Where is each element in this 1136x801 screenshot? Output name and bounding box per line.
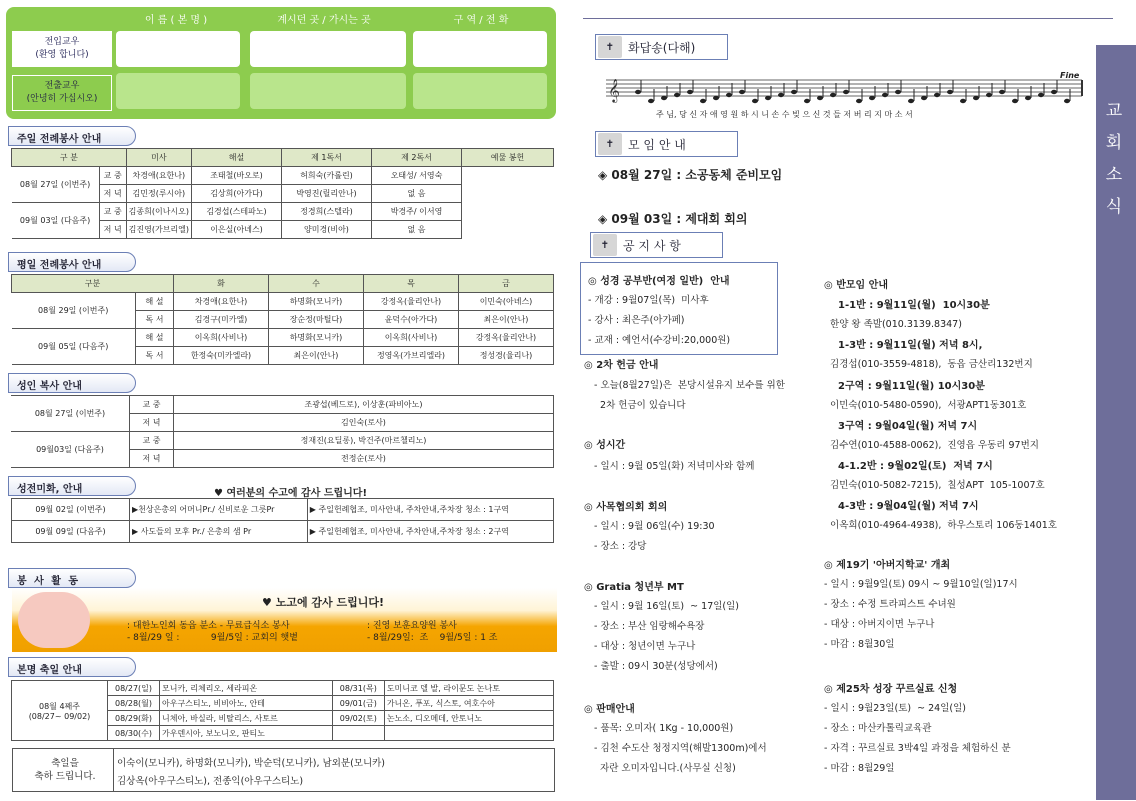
header-cell: 목	[364, 275, 459, 293]
music-note	[661, 96, 667, 100]
date-cell: 09월 03일 (다음주)	[12, 203, 100, 239]
music-note	[713, 96, 719, 100]
table-cell: 윤덕수(아가다)	[364, 311, 459, 329]
table-cell: 이옥희(사비나)	[364, 329, 459, 347]
table-cell: 해 설	[135, 293, 173, 311]
music-note	[739, 90, 745, 94]
greeting-cell	[250, 73, 406, 109]
table-cell: 없 음	[372, 185, 462, 203]
header-cell: 구 분	[12, 149, 127, 167]
music-staff	[598, 70, 1088, 106]
header-row	[12, 149, 554, 167]
music-note	[895, 90, 901, 94]
cross-icon: ✝	[593, 234, 617, 256]
table-cell: 08/30(수)	[108, 726, 160, 741]
greeting-cell	[116, 73, 240, 109]
table-cell: 이은실(아녜스)	[192, 221, 282, 239]
notice-line: ◎ 판매안내	[584, 704, 635, 715]
notice-header: ✝ 공 지 사 항	[590, 232, 723, 258]
notice-line: - 강사 : 최은주(아가페)	[588, 315, 685, 326]
table-cell	[384, 726, 553, 741]
music-note	[973, 96, 979, 100]
music-note	[882, 93, 888, 97]
music-note	[752, 99, 758, 103]
table-cell: 정성경(율리나)	[459, 347, 554, 365]
table-cell: 모니카, 리체리오, 세라피온	[160, 681, 333, 696]
congrats-line2: 김상옥(아우구스티노), 전종익(아우구스티노)	[117, 776, 304, 787]
svg-text:𝄞: 𝄞	[608, 78, 620, 102]
table-cell: 최은이(안나)	[459, 311, 554, 329]
cross-icon: ✝	[598, 36, 622, 58]
music-note	[1025, 96, 1031, 100]
table-cell: 김진영(가브리엘)	[126, 221, 191, 239]
notice-line: 1-1반 : 9월11일(월) 10시30분	[838, 300, 990, 311]
table-cell: 가니온, 푸포, 식스토, 여호수아	[384, 696, 553, 711]
table-cell: 이민숙(아녜스)	[459, 293, 554, 311]
music-note	[778, 93, 784, 97]
clean-thanks: ♥ 여러분의 수고에 감사 드립니다!	[214, 488, 368, 499]
table-cell: 09월 02일 (이번주)	[12, 499, 130, 521]
table-row	[12, 521, 554, 543]
feast-table	[11, 680, 554, 741]
music-note	[700, 99, 706, 103]
adult-table	[11, 395, 554, 468]
notice-line: 이민숙(010-5480-0590), 서광APT1동301호	[824, 400, 1027, 411]
table-cell: 저 녁	[130, 450, 174, 468]
table-cell: 저 녁	[99, 221, 126, 239]
notice-line: ◎ 제25차 성장 꾸르실료 신청	[824, 684, 958, 695]
table-cell: 최은이(안나)	[269, 347, 364, 365]
clean-table	[11, 498, 554, 543]
date-cell: 09월 05일 (다음주)	[12, 329, 136, 365]
table-cell: 논노소, 디오메데, 안토니노	[384, 711, 553, 726]
music-note	[921, 96, 927, 100]
date-cell: 08월 27일 (이번주)	[12, 167, 100, 203]
table-cell: 하명화(모니카)	[269, 329, 364, 347]
table-row	[11, 432, 554, 450]
notice-line: 2구역 : 9월11일(월) 10시30분	[838, 381, 985, 392]
table-cell: 조태철(바오로)	[192, 167, 282, 185]
greeting-cell	[413, 31, 547, 67]
table-cell: 교 중	[99, 203, 126, 221]
table-cell: 김민정(루시아)	[126, 185, 191, 203]
table-cell: 독 서	[135, 311, 173, 329]
header-row	[12, 275, 554, 293]
table-cell: 차경애(요한나)	[126, 167, 191, 185]
table-cell: 김경섭(스테파노)	[192, 203, 282, 221]
header-cell: 화	[174, 275, 269, 293]
greeting-col-area: 구 역 / 전 화	[453, 15, 509, 26]
notice-line: - 장소 : 강당	[594, 541, 647, 552]
notice-line: - 일시 : 9월 05일(화) 저녁미사와 함께	[594, 461, 755, 472]
table-cell: ▶ 사도들의 모후 Pr./ 은총의 샘 Pr	[130, 521, 308, 543]
notice-line: ◎ 성시간	[584, 440, 626, 451]
music-note	[817, 96, 823, 100]
table-cell: 전정순(로사)	[174, 450, 554, 468]
music-note	[648, 99, 654, 103]
table-cell: 정재진(요딜롱), 박건주(마르첼리노)	[174, 432, 554, 450]
music-note	[635, 90, 641, 94]
table-cell: 허희숙(카롤린)	[282, 167, 372, 185]
header-cell: 해설	[192, 149, 282, 167]
greeting-row1-label: 전입교우 (환영 합니다)	[12, 31, 112, 67]
notice-line: - 출발 : 09시 30분(성당에서)	[594, 661, 718, 672]
table-cell	[332, 726, 384, 741]
table-cell: 저 녁	[130, 414, 174, 432]
notice-line: ◎ 사목협의회 회의	[584, 502, 668, 513]
notice-line: ◎ 2차 헌금 안내	[584, 360, 659, 371]
table-cell: 이옥희(사비나)	[174, 329, 269, 347]
music-note	[1038, 93, 1044, 97]
table-cell: 저 녁	[99, 185, 126, 203]
table-cell: 교 중	[130, 432, 174, 450]
music-note	[687, 90, 693, 94]
table-cell: 없 음	[372, 221, 462, 239]
music-note	[986, 93, 992, 97]
music-note	[908, 99, 914, 103]
music-note	[1051, 90, 1057, 94]
greeting-col-place: 계시던 곳 / 가시는 곳	[277, 15, 371, 26]
notice-line: 1-3반 : 9월11일(월) 저녁 8시,	[838, 340, 983, 351]
table-cell: 김인숙(로사)	[174, 414, 554, 432]
greeting-box	[6, 7, 556, 119]
notice-line: - 대상 : 아버지이면 누구나	[824, 619, 935, 630]
feast-title: 본명 축일 안내	[8, 657, 136, 677]
notice-line: - 교재 : 예언서(수강비:20,000원)	[588, 335, 731, 346]
notice-line: 김수연(010-4588-0062), 진영읍 우동리 97번지	[824, 440, 1039, 451]
notice-line: 김경섭(010-3559-4818), 동읍 금산리132번지	[824, 359, 1033, 370]
notice-line: ◎ 성경 공부반(여정 일반) 안내	[588, 276, 730, 287]
hymn-lyrics: 주 님, 당 신 자 애 영 원 하 시 니 손 수 빚 으 신 것 들 저 버 리 지 마 소 서	[656, 110, 913, 119]
music-note	[947, 90, 953, 94]
notice-line: - 일시 : 9월23일(토) ~ 24일(일)	[824, 703, 966, 714]
music-note	[765, 96, 771, 100]
congrats-line1: 이숙이(모니카), 하명화(모니카), 박순덕(모니카), 남외분(모니카)	[117, 758, 386, 769]
table-cell: 박영진(릴리안나)	[282, 185, 372, 203]
notice-line: 김민숙(010-5082-7215), 칠성APT 105-1007호	[824, 480, 1045, 491]
fine-label: Fine	[1060, 71, 1080, 80]
notice-line: - 장소 : 마산카톨릭교육관	[824, 723, 932, 734]
notice-line: - 오늘(8월27일)은 본당시설유지 보수를 위한	[594, 380, 785, 391]
table-cell: 교 중	[99, 167, 126, 185]
sunday-table	[11, 148, 554, 239]
congrats-box	[12, 748, 555, 792]
table-cell: 도미니코 델 발, 라이문도 논나토	[384, 681, 553, 696]
table-row	[11, 396, 554, 414]
date-cell: 08월 27일 (이번주)	[11, 396, 130, 432]
greeting-cell	[413, 73, 547, 109]
table-cell: 가우덴시아, 보노니오, 판티노	[160, 726, 333, 741]
notice-line: 이옥희(010-4964-4938), 하우스토리 106동1401호	[824, 520, 1057, 531]
table-cell: 08/31(목)	[332, 681, 384, 696]
service-right-line1: : 진영 보훈요양원 봉사	[367, 621, 457, 631]
table-cell: 교 중	[130, 396, 174, 414]
notice-line: 4-1.2반 : 9월02일(토) 저녁 7시	[838, 461, 993, 472]
table-cell: 김경구(미카엘)	[174, 311, 269, 329]
hymn-header: ✝ 화답송(다해)	[595, 34, 728, 60]
clean-title: 성전미화, 안내	[8, 476, 136, 496]
table-cell: 해 설	[135, 329, 173, 347]
table-cell: 김상희(아가다)	[192, 185, 282, 203]
header-cell: 수	[269, 275, 364, 293]
table-cell: 니체아, 바실라, 비탈리스, 사토르	[160, 711, 333, 726]
notice-line: ◎ Gratia 청년부 MT	[584, 582, 684, 593]
table-cell: 하명화(모니카)	[269, 293, 364, 311]
table-cell: 아우구스티노, 비비아노, 안테	[160, 696, 333, 711]
music-note	[674, 93, 680, 97]
notice-line: - 자격 : 꾸르실료 3박4일 과정을 체험하신 분	[824, 743, 1011, 754]
notice-line: - 일시 : 9월9일(토) 09시 ~ 9월10일(일)17시	[824, 579, 1018, 590]
notice-line: 한양 왕 족발(010.3139.8347)	[824, 319, 962, 330]
notice-line: - 일시 : 9월 06일(수) 19:30	[594, 521, 715, 532]
music-note	[1012, 99, 1018, 103]
table-cell: 오태성/ 서영숙	[372, 167, 462, 185]
music-note	[869, 96, 875, 100]
weekday-title: 평일 전례봉사 안내	[8, 252, 136, 272]
greeting-cell	[250, 31, 406, 67]
table-cell: 09/01(금)	[332, 696, 384, 711]
service-banner	[12, 588, 557, 652]
notice-line: - 품목: 오미자( 1Kg - 10,000원)	[594, 723, 734, 734]
table-row	[12, 681, 554, 696]
meeting-header: ✝ 모 임 안 내	[595, 131, 738, 157]
meeting-2: ◈ 09월 03일 : 제대회 회의	[598, 212, 748, 226]
adult-title: 성인 복사 안내	[8, 373, 136, 393]
table-cell: 08/27(일)	[108, 681, 160, 696]
notice-line: - 장소 : 수정 트라피스트 수녀원	[824, 599, 956, 610]
header-cell: 예물 봉헌	[462, 149, 554, 167]
music-note	[1064, 99, 1070, 103]
sunday-title: 주일 전례봉사 안내	[8, 126, 136, 146]
music-note	[726, 93, 732, 97]
table-cell: ▶ 주일헌례협조, 미사안내, 주차안내,주차장 청소 : 2구역	[307, 521, 553, 543]
date-cell: 08월 29일 (이번주)	[12, 293, 136, 329]
music-note	[934, 93, 940, 97]
header-cell: 제 2독서	[372, 149, 462, 167]
meeting-1: ◈ 08월 27일 : 소공동체 준비모임	[598, 168, 783, 182]
greeting-col-name: 이 름 ( 본 명 )	[144, 15, 208, 26]
music-note	[960, 99, 966, 103]
notice-line: 2차 헌금이 있습니다	[594, 400, 686, 411]
music-note	[830, 93, 836, 97]
table-cell: ▶천상은총의 어머니Pr./ 신비로운 그릇Pr	[130, 499, 308, 521]
table-cell: 김종희(이나시오)	[126, 203, 191, 221]
header-cell: 구분	[12, 275, 174, 293]
table-cell: 08/28(월)	[108, 696, 160, 711]
notice-line: - 대상 : 청년이면 누구나	[594, 641, 696, 652]
congrats-label: 축일을 축하 드립니다.	[34, 758, 96, 782]
service-left-line2: - 8월/29 일 : 9월/5일 : 교회의 햇볕	[127, 633, 298, 643]
table-cell: 강정옥(율리안나)	[459, 329, 554, 347]
table-cell: 박경주/ 이서영	[372, 203, 462, 221]
table-cell: 정경희(스텔라)	[282, 203, 372, 221]
music-note	[791, 90, 797, 94]
notice-line: 4-3반 : 9월04일(월) 저녁 7시	[838, 501, 979, 512]
children-illustration	[18, 592, 90, 648]
table-cell: 양미경(비아)	[282, 221, 372, 239]
header-cell: 미사	[126, 149, 191, 167]
table-cell: 정영옥(가브리엘라)	[364, 347, 459, 365]
service-thanks: ♥ 노고에 감사 드립니다!	[262, 596, 384, 609]
date-cell: 09월03일 (다음주)	[11, 432, 130, 468]
notice-line: 자란 오미자입니다.(사무실 신청)	[594, 763, 736, 774]
table-cell: 차경애(요한나)	[174, 293, 269, 311]
table-cell: 09월 09일 (다음주)	[12, 521, 130, 543]
table-cell: 한정숙(미카엘라)	[174, 347, 269, 365]
notice-line: ◎ 제19기 '아버지학교' 개최	[824, 560, 951, 571]
table-row	[12, 293, 554, 311]
notice-line: - 마감 : 8월30일	[824, 639, 895, 650]
greeting-row2-label: 전출교우 (안녕히 가십시오)	[12, 75, 112, 111]
music-note	[804, 99, 810, 103]
right-page	[570, 0, 1136, 801]
service-left-line1: : 대한노인회 동읍 분소 - 무료급식소 봉사	[127, 621, 290, 631]
table-cell: 조광섭(베드로), 이상훈(파비아노)	[174, 396, 554, 414]
table-cell: 08/29(화)	[108, 711, 160, 726]
notice-line: - 김천 수도산 청정지역(해발1300m)에서	[594, 743, 767, 754]
notice-line: - 일시 : 9월 16일(토) ~ 17일(일)	[594, 601, 740, 612]
music-note	[843, 90, 849, 94]
service-right-line2: - 8월/29일: 조 9월/5일 : 1 조	[367, 633, 498, 643]
header-cell: 금	[459, 275, 554, 293]
music-note	[999, 90, 1005, 94]
cross-icon: ✝	[598, 133, 622, 155]
notice-line: - 마감 : 8월29일	[824, 763, 895, 774]
side-title: 교 회 소 식	[1105, 101, 1123, 217]
service-title: 봉 사 활 동	[8, 568, 136, 588]
table-row	[12, 499, 554, 521]
table-row	[12, 203, 554, 221]
notice-line: - 개강 : 9월07일(목) 미사후	[588, 295, 709, 306]
table-row	[12, 167, 554, 185]
table-cell: 장순정(마틸다)	[269, 311, 364, 329]
notice-line: - 장소 : 부산 임랑해수욕장	[594, 621, 705, 632]
music-note	[856, 99, 862, 103]
table-row	[12, 329, 554, 347]
header-cell: 제 1독서	[282, 149, 372, 167]
notice-line: 3구역 : 9월04일(월) 저녁 7시	[838, 421, 978, 432]
table-cell: 09/02(토)	[332, 711, 384, 726]
notice-line: ◎ 반모임 안내	[824, 280, 888, 291]
table-cell: 독 서	[135, 347, 173, 365]
table-cell: 강정옥(율리안나)	[364, 293, 459, 311]
weekday-table	[11, 274, 554, 365]
feast-period: 08월 4째주 (08/27~ 09/02)	[12, 681, 108, 741]
table-cell: ▶ 주일헌례협조, 미사안내, 주차안내,주차장 청소 : 1구역	[307, 499, 553, 521]
greeting-cell	[116, 31, 240, 67]
